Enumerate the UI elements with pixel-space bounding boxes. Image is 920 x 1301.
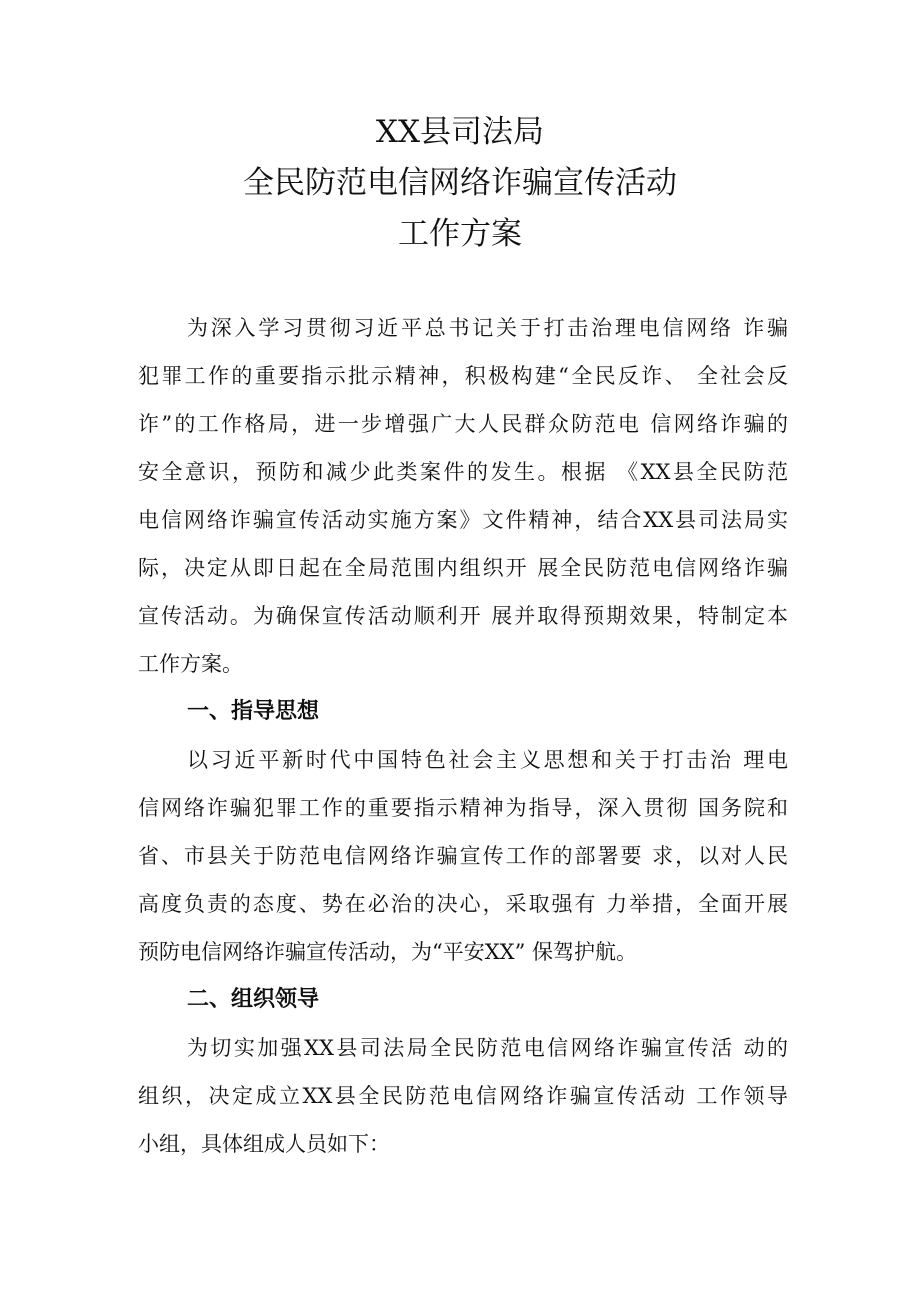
paragraph-line: 组织，决定成立XX县全民防范电信网络诈骗宣传活动 工作领导	[138, 1084, 788, 1108]
paragraph-line: 信网络诈骗犯罪工作的重要指示精神为指导，深入贯彻 国务院和	[138, 796, 788, 820]
paragraph-line: 小组，具体组成人员如下：	[138, 1132, 390, 1156]
paragraph-line: 电信网络诈骗宣传活动实施方案》文件精神，结合XX县司法局实	[138, 508, 788, 532]
paragraph-line: 工作方案。	[138, 652, 243, 676]
paragraph-line: 以习近平新时代中国特色社会主义思想和关于打击治 理电	[187, 748, 788, 772]
paragraph-line: 为深入学习贯彻习近平总书记关于打击治理电信网络 诈骗	[187, 316, 788, 340]
paragraph-line: 为切实加强XX县司法局全民防范电信网络诈骗宣传活 动的	[187, 1036, 788, 1060]
paragraph-line: 犯罪工作的重要指示批示精神，积极构建“全民反诈、 全社会反	[138, 364, 788, 388]
paragraph-line: 宣传活动。为确保宣传活动顺利开 展并取得预期效果，特制定本	[138, 604, 788, 628]
paragraph-line: 诈”的工作格局，进一步增强广大人民群众防范电 信网络诈骗的	[138, 412, 788, 436]
paragraph-line: 预防电信网络诈骗宣传活动，为“平安XX” 保驾护航。	[138, 940, 638, 964]
section-heading-organization: 二、组织领导	[187, 987, 320, 1012]
title-line-3: 工作方案	[398, 216, 522, 252]
paragraph-line: 高度负责的态度、势在必治的决心，采取强有 力举措，全面开展	[138, 892, 788, 916]
title-line-1: XX县司法局	[375, 114, 545, 150]
section-heading-guiding-ideology: 一、指导思想	[187, 699, 320, 724]
paragraph-line: 安全意识，预防和减少此类案件的发生。根据 《XX县全民防范	[138, 460, 788, 484]
paragraph-line: 际，决定从即日起在全局范围内组织开 展全民防范电信网络诈骗	[138, 556, 788, 580]
title-line-2: 全民防范电信网络诈骗宣传活动	[243, 165, 677, 201]
paragraph-line: 省、市县关于防范电信网络诈骗宣传工作的部署要 求，以对人民	[138, 844, 788, 868]
